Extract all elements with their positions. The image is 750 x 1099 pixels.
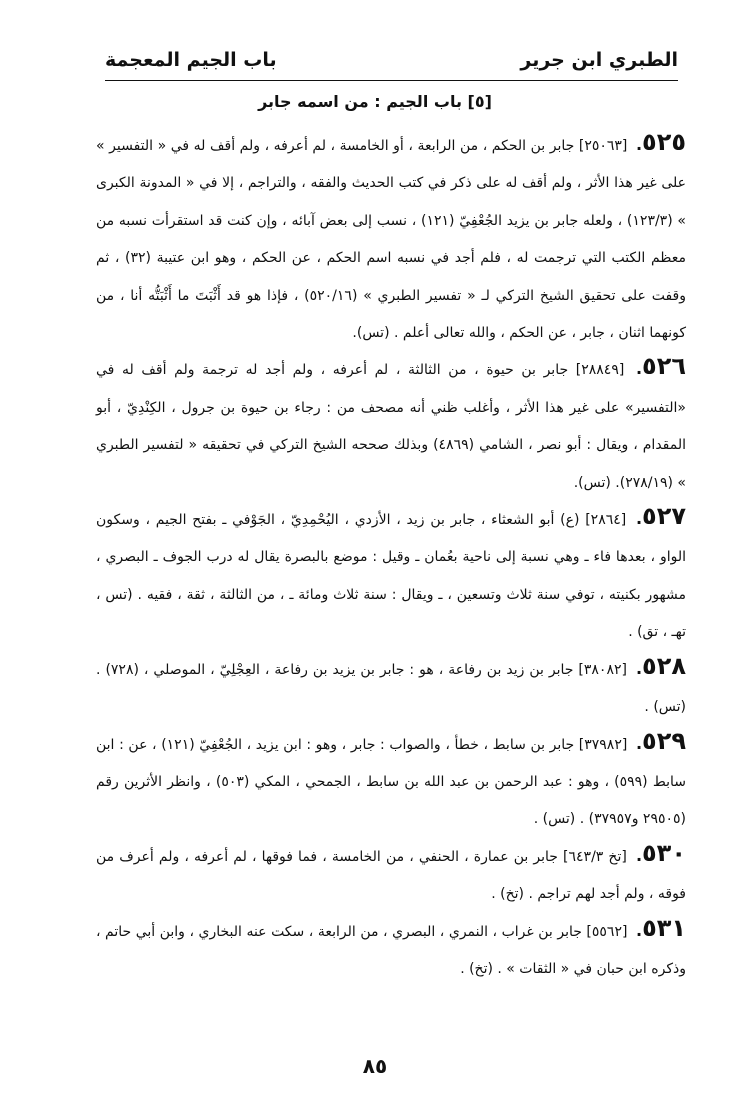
entry-text: [٢٨٨٤٩] جابر بن حيوة ، من الثالثة ، لم أعرفه ، ولم أجد له ترجمة ولم أقف له في «التفسير» على غير هذا الأثر ، وأغلب ظني أنه مصحف من : رجاء بن حيوة بن جرول ، الكِنْدِيّ ، أبو المقدام ، ويقال : أبو نصر ، الشامي (٤٨٦٩) وبذلك صححه الشيخ التركي في تحقيقه « لتفسير الطبري » (٢٧٨/١٩). (تس). — [96, 362, 687, 491]
entry-529 — [96, 727, 686, 839]
entry-text: [٣٨٠٨٢] جابر بن زيد بن رفاعة ، هو : جابر بن يزيد بن رفاعة ، العِجْلِيّ ، الموصلي ، (٧٢٨) .(تس) . — [96, 661, 686, 716]
entries-body — [96, 128, 686, 988]
entry-525 — [96, 128, 686, 352]
entry-number: ٥٢٩. — [635, 726, 686, 755]
entry-number: ٥٣١. — [635, 913, 687, 942]
entry-text: [٣٧٩٨٢] جابر بن سابط ، خطأ ، والصواب : جابر ، وهو : ابن يزيد ، الجُعْفِيّ (١٢١) ، عن : ابن سابط (٥٩٩) ، وهو : عبد الرحمن بن عبد الله بن سابط ، الجمحي ، المكي (٥٠٣) ، وانظر الأثرين رقم (٢٩٥٠٥ و٣٧٩٥٧) . (تس) . — [96, 736, 687, 828]
entry-number: ٥٢٨. — [635, 651, 686, 680]
section-title: [٥] باب الجيم : من اسمه جابر — [258, 92, 492, 111]
entry-text: [٢٨٦٤] (ع) أبو الشعثاء ، جابر بن زيد ، الأزدي ، اليُحْمِدِيّ ، الجَوْفي ـ بفتح الجيم ، وسكون الواو ، بعدها فاء ـ وهي نسبة إلى ناحية بعُمان ـ وقيل : موضع بالبصرة يقال له درب الجوف ـ البصري ، مشهور بكنيته ، توفي سنة ثلاث وتسعين ، ـ ويقال : سنة ثلاث ومائة ـ ، من الثالثة ، ثقة ، فقيه . (تس ، تهـ ، تق) . — [96, 512, 686, 641]
running-header — [105, 40, 678, 81]
entry-number: ٥٣٠. — [635, 838, 686, 867]
page-number: ٨٥ — [362, 1054, 388, 1078]
entry-530 — [96, 839, 686, 914]
entry-527 — [96, 502, 686, 652]
chapter-title: باب الجيم المعجمة — [105, 49, 277, 71]
book-title: الطبري ابن جرير — [520, 49, 678, 71]
entry-number: ٥٢٦. — [635, 352, 686, 381]
entry-number: ٥٢٥. — [635, 128, 686, 156]
entry-number: ٥٢٧. — [635, 502, 686, 531]
entry-text: [تخ ٦٤٣/٣] جابر بن عمارة ، الحنفي ، من الخامسة ، فما فوقها ، لم أعرفه ، ولم أعرف من فوقه ، ولم أجد لهم تراجم . (تخ) . — [96, 848, 686, 903]
entry-531 — [96, 914, 686, 989]
entry-526 — [96, 352, 686, 502]
entry-text: [٥٥٦٢] جابر بن غراب ، النمري ، البصري ، من الرابعة ، سكت عنه البخاري ، وابن أبي حاتم ، وذكره ابن حبان في « الثقات » . (تخ) . — [96, 923, 686, 977]
entry-text: [٢٥٠٦٣] جابر بن الحكم ، من الرابعة ، أو الخامسة ، لم أعرفه ، ولم أقف له في « التفسير » على غير هذا الأثر ، ولم أقف له على ذكر في كتب الحديث والفقه ، والتراجم ، إلا في « المدونة الكبرى » (١٢٣/٣) ، ولعله جابر بن يزيد الجُعْفِيّ (١٢١) ، نسب إلى بعض آبائه ، وإن كنت قد استقرأت نسبه من معظم الكتب التي ترجمت له ، فلم أجد في نسبه اسم الحكم ، عن الحكم ، وهو ابن عتيبة (٣٢) ، ثم وقفت على تحقيق الشيخ التركي لـ « تفسير الطبري » (٥٢٠/١٦) ، فإذا هو قد أَثْبَتَ ما أَثْبَتُّه أنا ، من كونهما اثنان ، جابر ، عن الحكم ، والله تعالى أعلم . (تس). — [96, 138, 686, 342]
entry-528 — [96, 652, 686, 727]
